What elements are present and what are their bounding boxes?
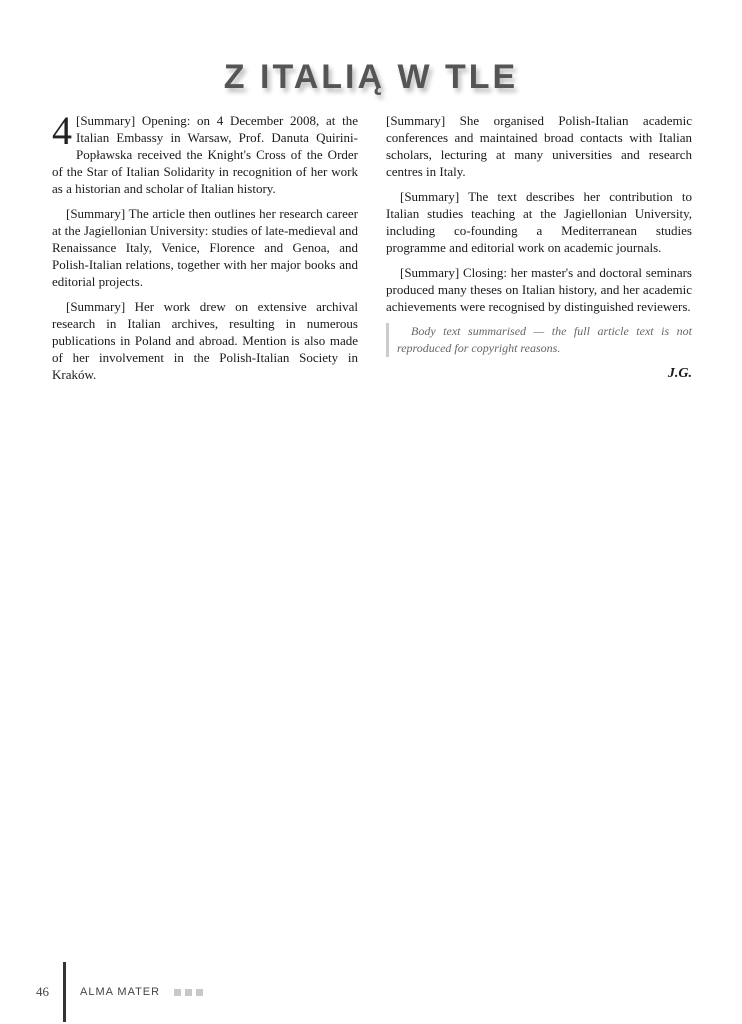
article-title: Z ITALIĄ W TLE bbox=[223, 58, 519, 96]
drop-cap: 4 bbox=[52, 108, 72, 153]
article-body bbox=[52, 108, 692, 932]
paragraph-2: [Summary] The article then outlines her research career at the Jagiellonian University: studies of late-medieval and Renaissance Italy, Venice, Florence and Genoa, and Polish-Italian relations, together with her major books and editorial projects. bbox=[52, 206, 358, 289]
paragraph-1-text: [Summary] Opening: on 4 December 2008, at the Italian Embassy in Warsaw, Prof. Danuta Quirini-Popławska received the Knight's Cross of the Order of the Star of Italian Solidarity in recognition of her work as a historian and scholar of Italian history. bbox=[52, 113, 358, 196]
summary-note: Body text summarised — the full article text is not reproduced for copyright reasons. bbox=[386, 323, 692, 357]
left-column bbox=[52, 108, 358, 932]
paragraph-1 bbox=[52, 108, 358, 197]
paragraph-5: [Summary] The text describes her contribution to Italian studies teaching at the Jagiellonian University, including co-founding a Mediterranean studies programme and editorial work on academic journals. bbox=[386, 189, 692, 255]
page-footer bbox=[36, 962, 203, 1022]
paragraph-3: [Summary] Her work drew on extensive archival research in Italian archives, resulting in numerous publications in Poland and abroad. Mention is also made of her involvement in the Polish-Italian Society in Kraków. bbox=[52, 299, 358, 382]
magazine-name: ALMA MATER bbox=[80, 986, 161, 998]
paragraph-6: [Summary] Closing: her master's and doctoral seminars produced many theses on Italian history, and her academic achievements were recognised by distinguished reviewers. bbox=[386, 265, 692, 314]
decorative-squares-icon bbox=[174, 989, 203, 996]
footer-divider bbox=[63, 962, 66, 1022]
right-column bbox=[386, 112, 692, 932]
paragraph-4: [Summary] She organised Polish-Italian academic conferences and maintained broad contacts with Italian scholars, lecturing at many universities and research centres in Italy. bbox=[386, 113, 692, 179]
author-signature: J.G. bbox=[667, 366, 692, 381]
page-number: 46 bbox=[36, 984, 49, 999]
